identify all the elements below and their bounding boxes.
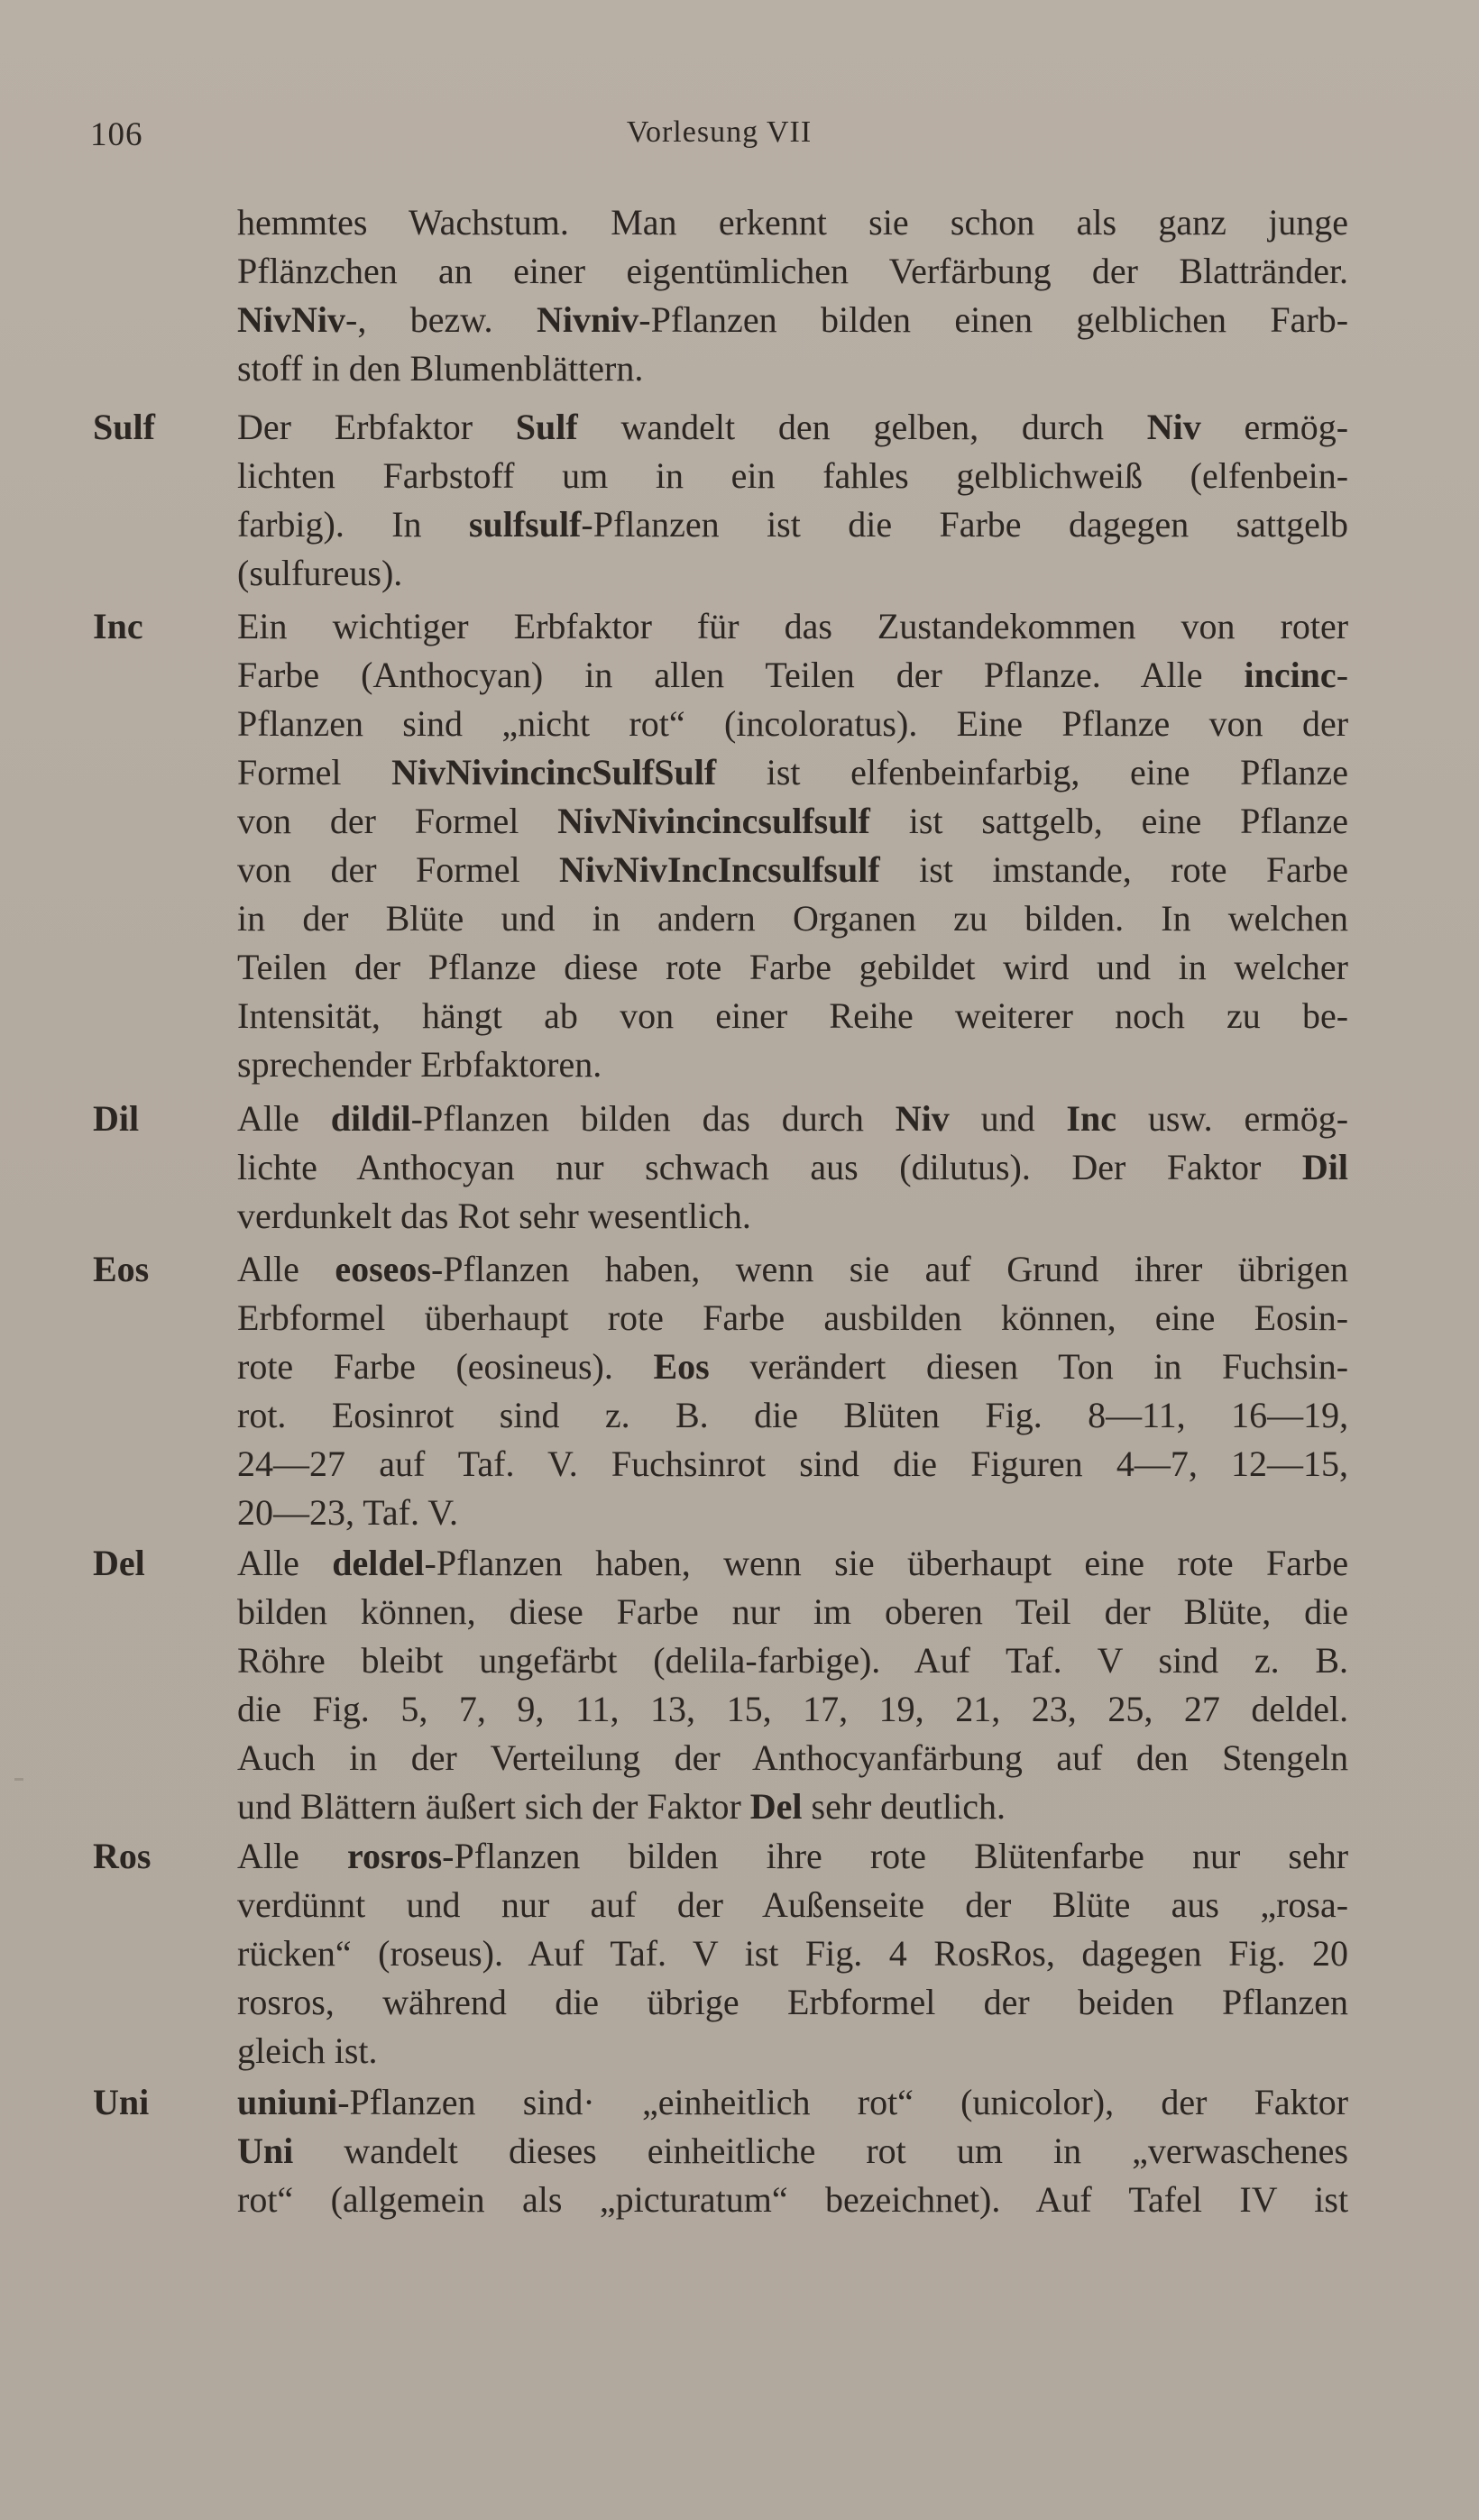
text-line: bilden können, diese Farbe nur im oberen Teil der Blüte, die [237, 1591, 1348, 1632]
text-line: Alle deldel-Pflanzen haben, wenn sie überhaupt eine rote Farbe [237, 1543, 1348, 1583]
page-mark [14, 1778, 23, 1781]
text-line: und Blättern äußert sich der Faktor Del sehr deutlich. [237, 1786, 1006, 1827]
entry-text [237, 403, 1348, 598]
text-line: in der Blüte und in andern Organen zu bilden. In welchen [237, 898, 1348, 939]
text-line: rot“ (allgemein als „picturatum“ bezeichnet). Auf Tafel IV ist [237, 2179, 1348, 2220]
text-line: 20—23, Taf. V. [237, 1492, 459, 1533]
factor-label-sulf: Sulf [93, 407, 155, 447]
text-line: verdunkelt das Rot sehr wesentlich. [237, 1196, 751, 1236]
text-line: rosros, während die übrige Erbformel der beiden Pflanzen [237, 1982, 1348, 2022]
text-line: Intensität, hängt ab von einer Reihe weiterer noch zu be- [237, 995, 1348, 1036]
text-line: Formel NivNivincincSulfSulf ist elfenbeinfarbig, eine Pflanze [237, 752, 1348, 793]
text-line: Ein wichtiger Erbfaktor für das Zustandekommen von roter [237, 606, 1348, 646]
text-line: Teilen der Pflanze diese rote Farbe gebildet wird und in welcher [237, 947, 1348, 987]
text-line: Alle eoseos-Pflanzen haben, wenn sie auf Grund ihrer übrigen [237, 1249, 1348, 1289]
running-head [90, 115, 1348, 160]
text-line: gleich ist. [237, 2030, 378, 2071]
factor-label-eos: Eos [93, 1249, 150, 1289]
text-line: rote Farbe (eosineus). Eos verändert diesen Ton in Fuchsin- [237, 1346, 1348, 1387]
entry-text [237, 1245, 1348, 1537]
text-line: Pflänzchen an einer eigentümlichen Verfärbung der Blattränder. [237, 251, 1348, 291]
factor-label-uni: Uni [93, 2082, 150, 2122]
entry-text [237, 1832, 1348, 2076]
text-line: die Fig. 5, 7, 9, 11, 13, 15, 17, 19, 21, 23, 25, 27 deldel. [237, 1689, 1348, 1729]
text-line: von der Formel NivNivincincsulfsulf ist sattgelb, eine Pflanze [237, 801, 1348, 841]
text-line: Alle dildil-Pflanzen bilden das durch Niv und Inc usw. ermög- [237, 1098, 1348, 1139]
text-line: Röhre bleibt ungefärbt (delila-farbige). Auf Taf. V sind z. B. [237, 1640, 1348, 1681]
text-line: sprechender Erbfaktoren. [237, 1044, 602, 1085]
page-number: 106 [90, 116, 143, 153]
factor-label-ros: Ros [93, 1836, 152, 1876]
text-line: rücken“ (roseus). Auf Taf. V ist Fig. 4 RosRos, dagegen Fig. 20 [237, 1933, 1348, 1974]
text-line: rot. Eosinrot sind z. B. die Blüten Fig. 8—11, 16—19, [237, 1395, 1348, 1435]
entry-text [237, 1095, 1348, 1241]
text-line: Auch in der Verteilung der Anthocyanfärbung auf den Stengeln [237, 1737, 1348, 1778]
factor-label-dil: Dil [93, 1098, 140, 1139]
running-title: Vorlesung VII [626, 115, 813, 149]
text-line: Der Erbfaktor Sulf wandelt den gelben, durch Niv ermög- [237, 407, 1348, 447]
text-line: Alle rosros-Pflanzen bilden ihre rote Blütenfarbe nur sehr [237, 1836, 1348, 1876]
text-line: Pflanzen sind „nicht rot“ (incoloratus). Eine Pflanze von der [237, 703, 1348, 744]
text-line: uniuni-Pflanzen sind· „einheitlich rot“ (unicolor), der Faktor [237, 2082, 1348, 2122]
text-line: farbig). In sulfsulf-Pflanzen ist die Farbe dagegen sattgelb [237, 504, 1348, 545]
text-line: hemmtes Wachstum. Man erkennt sie schon als ganz junge [237, 202, 1348, 243]
text-line: NivNiv-, bezw. Nivniv-Pflanzen bilden einen gelblichen Farb- [237, 299, 1348, 340]
text-line: Uni wandelt dieses einheitliche rot um in „verwaschenes [237, 2131, 1348, 2171]
factor-label-del: Del [93, 1543, 145, 1583]
text-line: von der Formel NivNivIncIncsulfsulf ist imstande, rote Farbe [237, 849, 1348, 890]
text-line: verdünnt und nur auf der Außenseite der Blüte aus „rosa- [237, 1884, 1348, 1925]
text-line: Erbformel überhaupt rote Farbe ausbilden können, eine Eosin- [237, 1297, 1348, 1338]
text-line: lichte Anthocyan nur schwach aus (dilutus). Der Faktor Dil [237, 1147, 1348, 1187]
text-line: 24—27 auf Taf. V. Fuchsinrot sind die Figuren 4—7, 12—15, [237, 1443, 1348, 1484]
text-line: (sulfureus). [237, 553, 403, 593]
entry-text [237, 2078, 1348, 2224]
text-line: stoff in den Blumenblättern. [237, 348, 644, 389]
factor-label-inc: Inc [93, 606, 143, 646]
entry-text [237, 1539, 1348, 1831]
entry-text [237, 198, 1348, 393]
text-line: lichten Farbstoff um in ein fahles gelblichweiß (elfenbein- [237, 455, 1348, 496]
text-line: Farbe (Anthocyan) in allen Teilen der Pflanze. Alle incinc- [237, 655, 1348, 695]
entry-text [237, 602, 1348, 1089]
